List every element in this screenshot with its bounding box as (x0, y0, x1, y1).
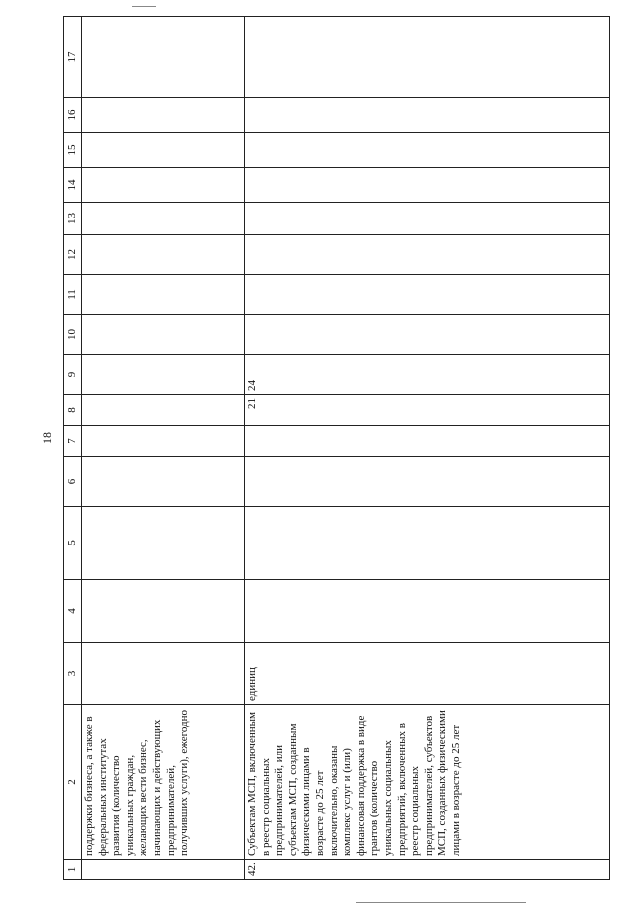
header-cell: 7 (64, 426, 82, 457)
value-cell (245, 17, 610, 98)
value-cell (245, 133, 610, 168)
header-row (64, 17, 82, 880)
header-cell: 16 (64, 98, 82, 133)
unit-cell: единиц (245, 643, 610, 705)
header-cell: 8 (64, 395, 82, 426)
table-row (245, 17, 610, 880)
header-cell: 11 (64, 275, 82, 315)
header-cell: 1 (64, 860, 82, 880)
value-cell (82, 457, 245, 507)
scan-mark-top (132, 6, 156, 7)
header-cell: 14 (64, 168, 82, 203)
value-cell (82, 133, 245, 168)
header-cell: 13 (64, 203, 82, 235)
header-cell: 15 (64, 133, 82, 168)
indicator-name-cell: Субъектам МСП, включенным в реестр социальных предпринимателей, или субъектам МСП, созданным физическими лицами в возрасте до 25 лет включительно, оказаны комплекс услуг и (или) финансовая поддержка в виде грантов (количество уникальных социальных предприятий, включенных в реестр социальных предпринимателей, субъектов МСП, созданных физическими лицами в возрасте до 25 лет (245, 705, 610, 860)
value-cell (245, 275, 610, 315)
row-number-cell: 42. (245, 860, 610, 880)
value-cell (82, 275, 245, 315)
value-cell: 24 (245, 355, 610, 395)
value-cell (245, 98, 610, 133)
indicator-name-cell: поддержки бизнеса, а также в федеральных институтах развития (количество уникальных граждан, желающих вести бизнес, начинающих и действующих предпринимателей, получивших услуги), ежегодно (82, 705, 245, 860)
page-number: 18 (40, 432, 54, 444)
rotated-table-container (63, 18, 610, 880)
value-cell (82, 395, 245, 426)
value-cell (245, 315, 610, 355)
data-table (63, 16, 610, 880)
value-cell (82, 203, 245, 235)
row-number-cell (82, 860, 245, 880)
header-cell: 2 (64, 705, 82, 860)
header-cell: 17 (64, 17, 82, 98)
value-cell (245, 203, 610, 235)
value-cell (82, 168, 245, 203)
value-cell (82, 17, 245, 98)
value-cell (245, 426, 610, 457)
table-row (82, 17, 245, 880)
value-cell (82, 355, 245, 395)
header-cell: 4 (64, 580, 82, 643)
value-cell (245, 168, 610, 203)
value-cell (245, 580, 610, 643)
value-cell (82, 426, 245, 457)
scan-mark-bottom (356, 902, 526, 903)
header-cell: 12 (64, 235, 82, 275)
value-cell (82, 235, 245, 275)
value-cell: 21 (245, 395, 610, 426)
header-cell: 6 (64, 457, 82, 507)
unit-cell (82, 643, 245, 705)
header-cell: 3 (64, 643, 82, 705)
header-cell: 10 (64, 315, 82, 355)
value-cell (82, 98, 245, 133)
header-cell: 9 (64, 355, 82, 395)
value-cell (245, 507, 610, 580)
header-cell: 5 (64, 507, 82, 580)
value-cell (245, 235, 610, 275)
value-cell (82, 580, 245, 643)
value-cell (245, 457, 610, 507)
value-cell (82, 315, 245, 355)
value-cell (82, 507, 245, 580)
